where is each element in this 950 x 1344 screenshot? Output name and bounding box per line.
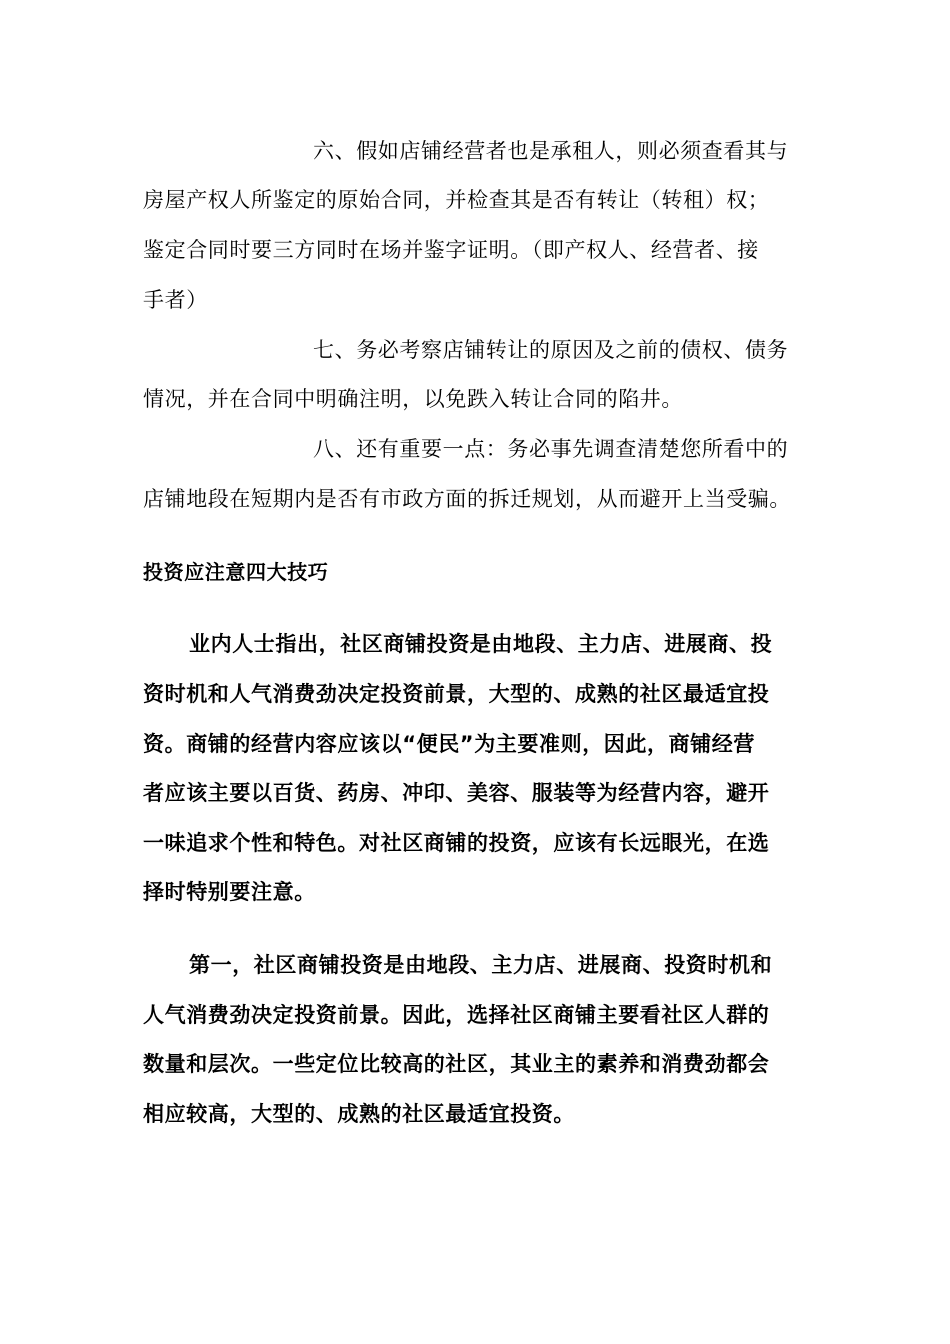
first-line-3: 数量和层次。一些定位比较高的社区，其业主的素养和消费劲都会	[143, 1052, 770, 1076]
item7-line-2: 情况，并在合同中明确注明，以免跌入转让合同的陷井。	[143, 387, 683, 411]
item6-line-4: 手者）	[143, 288, 208, 312]
item8-line-2: 店铺地段在短期内是否有市政方面的拆迁规划，从而避开上当受骗。	[143, 487, 791, 511]
intro-line-5: 一味追求个性和特色。对社区商铺的投资，应该有长远眼光，在选	[143, 831, 770, 855]
section-heading: 投资应注意四大技巧	[143, 560, 329, 584]
first-line-2: 人气消费劲决定投资前景。因此，选择社区商铺主要看社区人群的	[143, 1003, 770, 1027]
item6-line-3: 鉴定合同时要三方同时在场并鉴字证明。（即产权人、经营者、接	[143, 238, 759, 262]
first-line-4: 相应较高，大型的、成熟的社区最适宜投资。	[143, 1102, 575, 1126]
item6-line-1: 六、假如店铺经营者也是承租人，则必须查看其与	[313, 139, 789, 163]
intro-line-3: 资。商铺的经营内容应该以“便民”为主要准则，因此，商铺经营	[143, 732, 756, 756]
item6-line-2: 房屋产权人所鉴定的原始合同，并检查其是否有转让（转租）权；	[143, 188, 770, 212]
item7-line-1: 七、务必考察店铺转让的原因及之前的债权、债务	[313, 338, 789, 362]
intro-line-6: 择时特别要注意。	[143, 880, 316, 904]
first-line-1: 第一，社区商铺投资是由地段、主力店、进展商、投资时机和	[189, 953, 773, 977]
intro-line-2: 资时机和人气消费劲决定投资前景，大型的、成熟的社区最适宜投	[143, 682, 770, 706]
intro-line-1: 业内人士指出，社区商铺投资是由地段、主力店、进展商、投	[189, 632, 773, 656]
intro-line-4: 者应该主要以百货、药房、冲印、美容、服装等为经营内容，避开	[143, 781, 770, 805]
item8-line-1: 八、还有重要一点：务必事先调查清楚您所看中的	[313, 437, 789, 461]
